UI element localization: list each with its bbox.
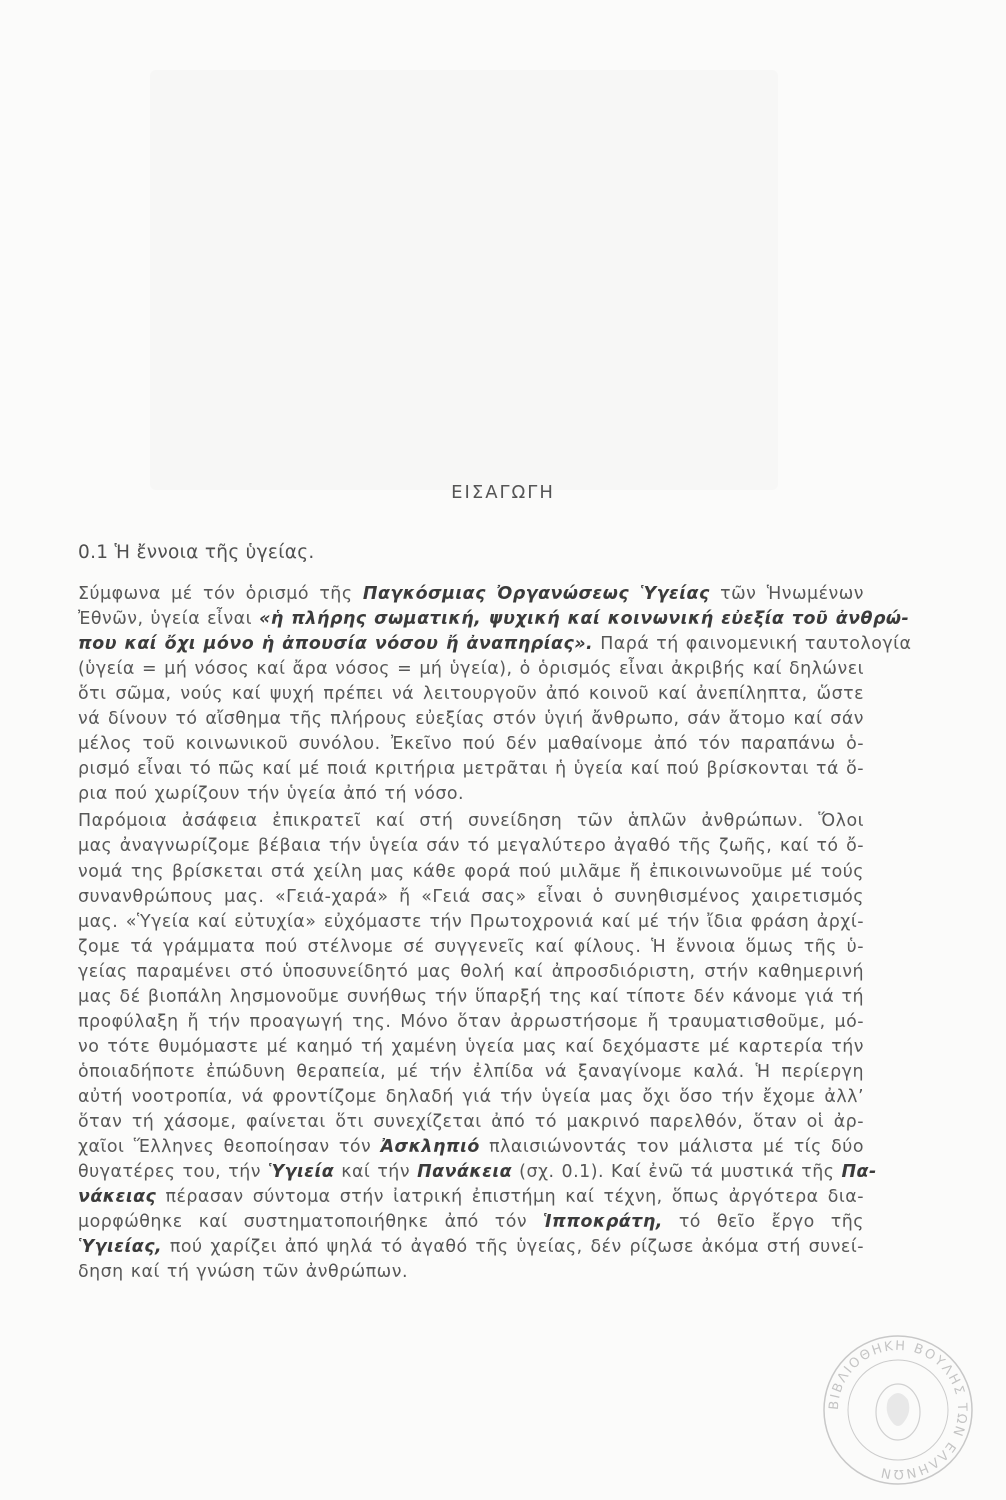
emphasis-text: Ἱπποκράτη, <box>543 1212 663 1233</box>
text-line <box>78 1160 877 1185</box>
chapter-title: ΕΙΣΑΓΩΓΗ <box>451 482 555 503</box>
scan-shading <box>150 70 778 490</box>
section-heading: 0.1 Ἡ ἔννοια τῆς ὑγείας. <box>78 542 315 563</box>
svg-text:ΒΙΒΛΙΟΘΗΚΗ ΒΟΥΛΗΣ ΤΩΝ ΕΛΛΗΝΩΝ: ΒΙΒΛΙΟΘΗΚΗ ΒΟΥΛΗΣ ΤΩΝ ΕΛΛΗΝΩΝ <box>826 1338 970 1482</box>
text-run: μορφώθηκε καί συστηματοποιήθηκε ἀπό τόν <box>78 1212 544 1233</box>
text-line <box>78 1010 864 1035</box>
emphasis-text: Ὑγιεία <box>267 1162 335 1183</box>
text-line <box>78 834 864 859</box>
text-run: μας δέ βιοπάλη λησμονοῦμε συνήθως τήν ὕπαρξή της καί τίποτε δέν κάνομε γιά τή <box>78 986 864 1007</box>
emphasis-text: που καί ὄχι μόνο ἡ ἀπουσία νόσου ἤ ἀναπηρίας». <box>78 634 594 655</box>
text-run: ζομε τά γράμματα πού στέλνομε σέ συγγενεῖς καί φίλους. Ἡ ἔννοια ὅμως τῆς ὑ- <box>78 936 864 957</box>
text-run: μας ἀναγνωρίζομε βέβαια τήν ὑγεία σάν τό μεγαλύτερο ἀγαθό τῆς ζωῆς, καί τό ὄ- <box>78 836 864 857</box>
text-run: Παρά τή φαινομενική ταυτολογία <box>593 634 912 655</box>
text-run: δηση καί τή γνώση τῶν ἀνθρώπων. <box>78 1262 408 1283</box>
text-run: καί τήν <box>334 1162 418 1183</box>
text-line <box>78 782 864 807</box>
text-line <box>78 1210 864 1235</box>
body-text <box>78 582 912 1285</box>
text-run: πέρασαν σύντομα στήν ἰατρική ἐπιστήμη καί τέχνη, ὅπως ἀργότερα δια- <box>156 1187 864 1208</box>
emphasis-text: Ἀσκληπιό <box>380 1137 480 1158</box>
text-run: ὁποιαδήποτε ἐπώδυνη θεραπεία, μέ τήν ἐλπίδα νά ξαναγίνομε καλά. Ἡ περίεργη <box>78 1061 864 1082</box>
text-run: νο τότε θυμόμαστε μέ καημό τή χαμένη ὑγεία μας καί δεχόμαστε μέ καρτερία τήν <box>78 1036 864 1057</box>
text-line <box>78 1110 864 1135</box>
text-line <box>78 632 912 657</box>
library-stamp <box>818 1330 978 1490</box>
text-line <box>78 607 910 632</box>
emphasis-text: Παγκόσμιας Ὀργανώσεως Ὑγείας <box>362 584 710 604</box>
text-run: Σύμφωνα μέ τόν ὁρισμό τῆς <box>78 584 363 604</box>
text-line <box>78 707 864 732</box>
text-line <box>78 1135 864 1160</box>
text-run: πλαισιώνοντάς τον μάλιστα μέ τίς δύο <box>479 1137 865 1158</box>
text-line <box>78 682 864 707</box>
text-line <box>78 985 864 1010</box>
text-run: μας. «Ὑγεία καί εὐτυχία» εὐχόμαστε τήν Πρωτοχρονιά καί μέ τήν ἴδια φράση ἀρχί- <box>78 911 864 932</box>
text-run: νομά της βρίσκεται στά χείλη μας κάθε φορά πού μιλᾶμε ἤ ἐπικοινωνοῦμε μέ τούς <box>78 861 864 882</box>
text-line <box>78 582 864 607</box>
text-line <box>78 960 864 985</box>
emphasis-text: Ὑγιείας, <box>78 1237 163 1258</box>
text-run: γείας παραμένει στό ὑποσυνείδητό μας θολή καί ἀπροσδιόριστη, στήν καθημερινή <box>78 961 864 982</box>
text-line <box>78 1185 864 1210</box>
text-line <box>78 1060 864 1085</box>
emphasis-text: Πα- <box>841 1162 877 1183</box>
text-line <box>78 1035 864 1060</box>
text-line <box>78 732 864 757</box>
text-run: μέλος τοῦ κοινωνικοῦ συνόλου. Ἐκεῖνο πού δέν μαθαίνομε ἀπό τόν παραπάνω ὁ- <box>78 734 864 755</box>
emphasis-text: Πανάκεια <box>417 1162 513 1183</box>
text-line <box>78 1235 864 1260</box>
text-line <box>78 809 864 834</box>
text-run: Παρόμοια ἀσάφεια ἐπικρατεῖ καί στή συνείδηση τῶν ἁπλῶν ἀνθρώπων. Ὅλοι <box>78 811 864 832</box>
text-run: αὐτή νοοτροπία, νά φροντίζομε δηλαδή γιά τήν ὑγεία μας ὄχι ὅσο τήν ἔχομε ἀλλ’ <box>78 1086 864 1107</box>
text-run: συνανθρώπους μας. «Γειά-χαρά» ἤ «Γειά σας» εἶναι ὁ συνηθισμένος χαιρετισμός <box>78 886 864 907</box>
text-run: προφύλαξη ἤ τήν προαγωγή της. Μόνο ὅταν ἀρρωστήσομε ἤ τραυματισθοῦμε, μό- <box>78 1011 864 1032</box>
text-run: χαῖοι Ἕλληνες θεοποίησαν τόν <box>78 1137 381 1158</box>
text-line <box>78 910 864 935</box>
text-run: θυγατέρες του, τήν <box>78 1162 268 1183</box>
text-run: (ὑγεία = μή νόσος καί ἄρα νόσος = μή ὑγεία), ὁ ὁρισμός εἶναι ἀκριβής καί δηλώνει <box>78 659 864 680</box>
text-line <box>78 860 864 885</box>
text-run: νά δίνουν τό αἴσθημα τῆς πλήρους εὐεξίας στόν ὑγιή ἄνθρωπο, σάν ἄτομο καί σάν <box>78 709 864 730</box>
text-run: ὅταν τή χάσομε, φαίνεται ὅτι συνεχίζεται ἀπό τό μακρινό παρελθόν, ὅταν οἱ ἀρ- <box>78 1111 864 1132</box>
text-line <box>78 757 864 782</box>
text-run: τό θεῖο ἔργο τῆς <box>662 1212 864 1233</box>
emphasis-text: «ἡ πλήρης σωματική, ψυχική καί κοινωνική εὐεξία τοῦ ἀνθρώ- <box>259 609 910 630</box>
text-run: πού χαρίζει ἀπό ψηλά τό ἀγαθό τῆς ὑγείας, δέν ρίζωσε ἀκόμα στή συνεί- <box>162 1237 864 1258</box>
text-run: Ἐθνῶν, ὑγεία εἶναι <box>78 609 260 630</box>
text-run: ρια πού χωρίζουν τήν ὑγεία ἀπό τή νόσο. <box>78 784 465 805</box>
text-run: ρισμό εἶναι τό πῶς καί μέ ποιά κριτήρια μετρᾶται ἡ ὑγεία καί πού βρίσκονται τά ὅ- <box>78 759 864 780</box>
text-line <box>78 885 864 910</box>
paragraph-1 <box>78 582 912 807</box>
emphasis-text: νάκειας <box>78 1187 157 1208</box>
text-run: (σχ. 0.1). Καί ἐνῶ τά μυστικά τῆς <box>512 1162 842 1183</box>
text-line <box>78 1085 864 1110</box>
paragraph-2 <box>78 809 877 1285</box>
text-run: τῶν Ἡνωμένων <box>709 584 864 604</box>
text-run: ὅτι σῶμα, νούς καί ψυχή πρέπει νά λειτουργοῦν ἀπό κοινοῦ καί ἀνεπίληπτα, ὥστε <box>78 684 864 705</box>
text-line <box>78 657 864 682</box>
text-line <box>78 1260 864 1285</box>
text-line <box>78 935 864 960</box>
